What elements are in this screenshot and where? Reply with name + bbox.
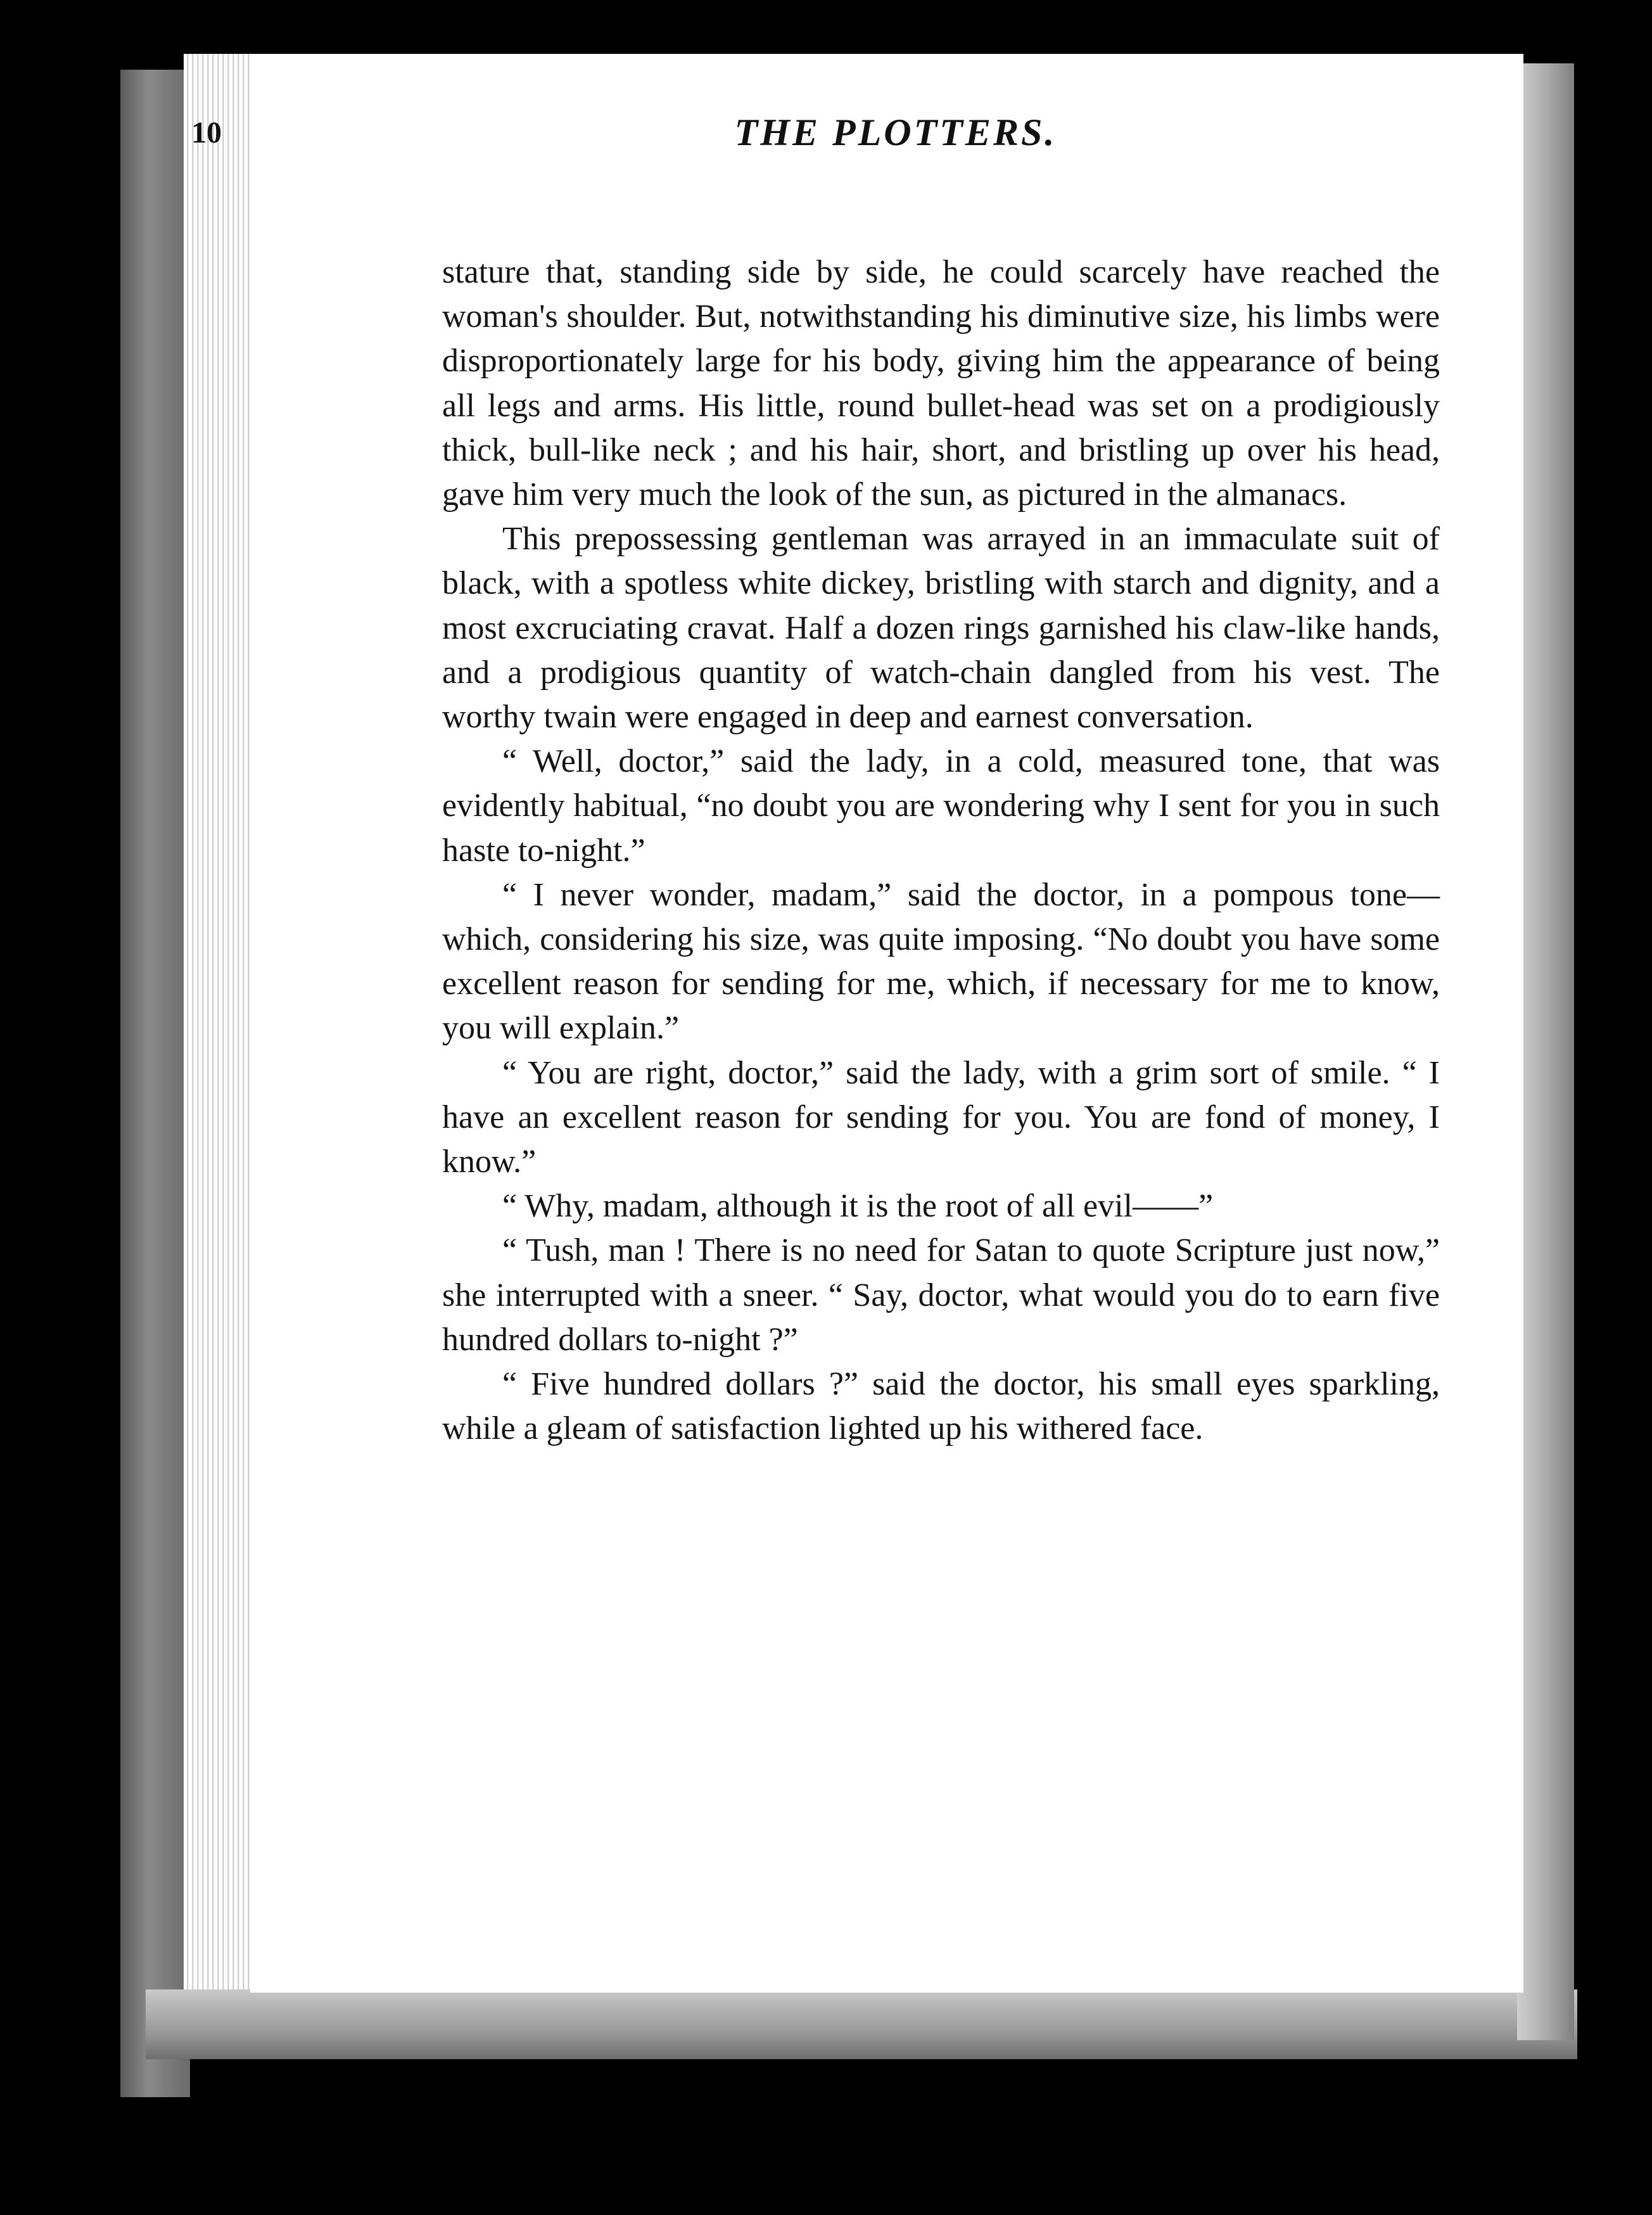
page-edges-left (184, 54, 253, 2043)
paragraph-3: “ Well, doctor,” said the lady, in a cold, measured tone, that was evidently habitual, “no doubt you are wondering why I sent for you in such haste to-night.” (442, 743, 1440, 869)
book-binding-right (1517, 63, 1574, 2040)
paragraph-4: “ I never wonder, madam,” said the doctor, in a pompous tone—which, considering his size, was quite imposing. “No doubt you have some excellent reason for sending for me, which, if necessary for me to know, you will explain.” (442, 876, 1440, 1047)
body-text (442, 250, 1440, 1451)
paragraph-6: “ Why, madam, although it is the root of all evil——” (502, 1188, 1214, 1225)
paragraph-8: “ Five hundred dollars ?” said the doctor, his small eyes sparkling, while a gleam of satisfaction lighted up his withered face. (442, 1366, 1440, 1447)
paragraph-1: stature that, standing side by side, he could scarcely have reached the woman's shoulder. But, notwithstanding his diminutive size, his limbs were disproportionately large for his body, giving him the appearance of being all legs and arms. His little, round bullet-head was set on a prodigiously thick, bull-like neck ; and his hair, short, and bristling up over his head, gave him very much the look of the sun, as pictured in the almanacs. (442, 254, 1440, 513)
page-edges-bottom (146, 1989, 1577, 2059)
book-binding-left (120, 70, 190, 2097)
paragraph-7: “ Tush, man ! There is no need for Satan to quote Scripture just now,” she interrupted with a sneer. “ Say, doctor, what would you do to earn five hundred dollars to-night ?” (442, 1232, 1440, 1358)
paragraph-2: This prepossessing gentleman was arrayed in an immaculate suit of black, with a spotless white dickey, bristling with starch and dignity, and a most excruciating cravat. Half a dozen rings garnished his claw-like hands, and a prodigious quantity of watch-chain dangled from his vest. The worthy twain were engaged in deep and earnest conversation. (442, 521, 1440, 736)
page-number: 10 (191, 116, 222, 150)
running-title: THE PLOTTERS. (734, 112, 1057, 153)
paragraph-5: “ You are right, doctor,” said the lady, with a grim sort of smile. “ I have an excellent reason for sending for you. You are fond of money, I know.” (442, 1054, 1440, 1180)
